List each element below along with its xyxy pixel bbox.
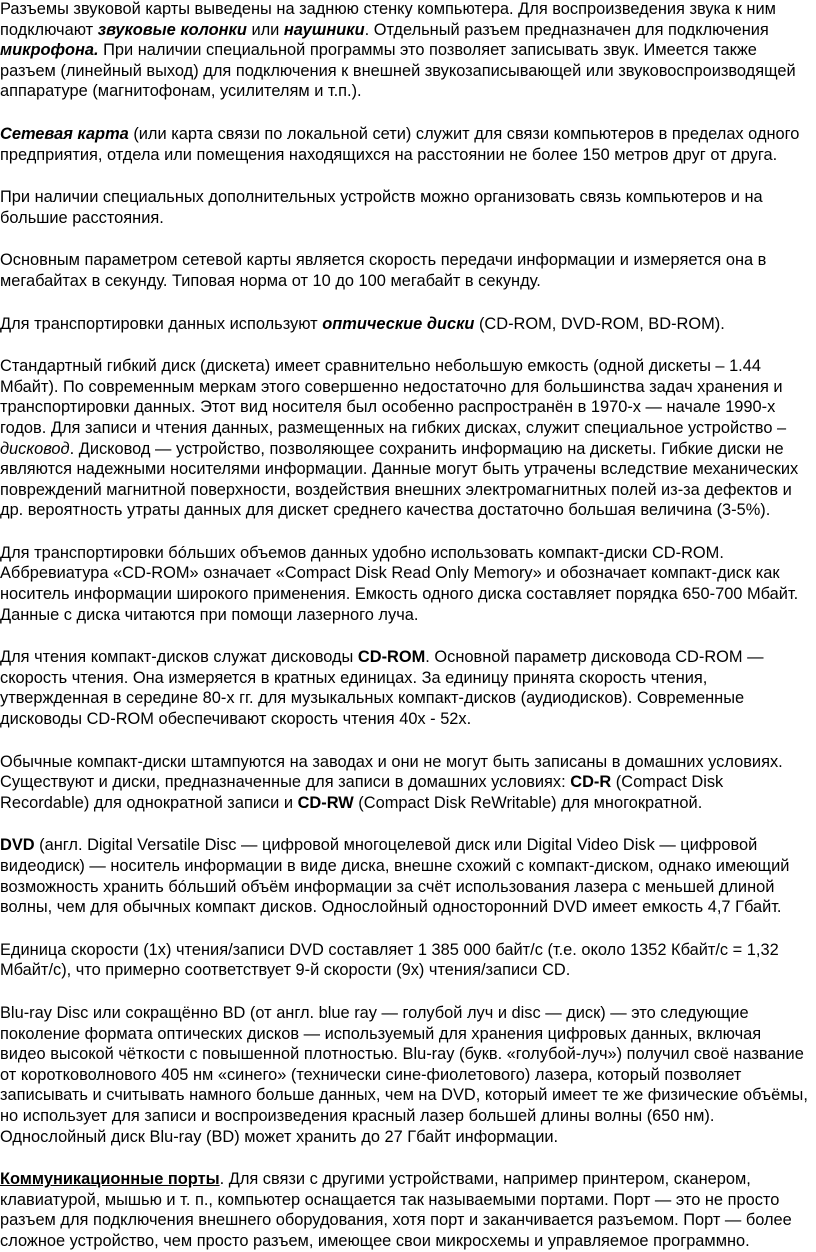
- emphasized-text: наушники: [283, 20, 365, 39]
- text-run: (англ. Digital Versatile Disc — цифровой многоцелевой диск или Digital Video Disk — цифровой видеодиск) — носитель информации в виде диска, внешне схожий с компакт-диском, однако имеющий возможность хранить бóльший объём информации за счёт использования лазера с меньшей длиной волны, чем для обычных компакт дисков. Однослойный односторонний DVD имеет емкость 4,7 Гбайт.: [0, 836, 790, 917]
- emphasized-text: Сетевая карта: [0, 124, 129, 143]
- paragraph: [0, 124, 808, 165]
- text-run: Для транспортировки данных используют: [0, 314, 323, 333]
- paragraph: [0, 835, 808, 917]
- text-run: Основным параметром сетевой карты является скорость передачи информации и измеряется она в мегабайтах в секунду. Типовая норма от 10 до 100 мегабайт в секунду.: [0, 251, 767, 290]
- paragraph: [0, 1169, 808, 1251]
- paragraph: [0, 0, 808, 102]
- emphasized-text: микрофона.: [0, 41, 99, 60]
- text-run: Стандартный гибкий диск (дискета) имеет сравнительно небольшую емкость (одной дискеты – 1.44 Мбайт). По современным меркам этого совершенно недостаточно для большинства задач хранения и транспортировки данных. Этот вид носителя был особенно распространён в 1970-х — начале 1990-х годов. Для записи и чтения данных, размещенных на гибких дисках, служит специальное устройство –: [0, 357, 787, 437]
- emphasized-text: CD-R: [570, 773, 612, 792]
- paragraph: [0, 940, 808, 981]
- text-run: Для транспортировки бóльших объемов данных удобно использовать компакт-диски CD-ROM. Аббревиатура «CD-ROM» означает «Compact Disk Read Only Memory» и обозначает компакт-диск как носитель информации широкого применения. Емкость одного диска составляет порядка 650-700 Мбайт. Данные с диска читаются при помощи лазерного луча.: [0, 543, 799, 624]
- paragraph: [0, 250, 808, 291]
- paragraph: [0, 543, 808, 625]
- paragraph: [0, 752, 808, 814]
- text-run: Обычные компакт-диски штампуются на заводах и они не могут быть записаны в домашних условиях. Существуют и диски, предназначенные для записи в домашних условиях:: [0, 752, 783, 792]
- emphasized-text: звуковые колонки: [97, 20, 247, 39]
- emphasized-text: DVD: [0, 836, 35, 855]
- text-run: (Compact Disk Recordable) для однократной записи и: [0, 773, 724, 812]
- text-run: . Дисковод — устройство, позволяющее сохранить информацию на дискеты. Гибкие диски не являются надежными носителями информации. Данные могут быть утрачены вследствие механических повреждений магнитной поверхности, воздействия внешних электромагнитных полей из-за дефектов и др. вероятность утраты данных для дискет среднего качества достаточно большая величина (3-5%).: [0, 439, 799, 520]
- text-run: (или карта связи по локальной сети) служит для связи компьютеров в пределах одного предприятия, отдела или помещения находящихся на расстоянии не более 150 метров друг от друга.: [0, 124, 800, 164]
- text-run: (Compact Disk ReWritable) для многократной.: [353, 793, 703, 812]
- paragraph: [0, 187, 808, 228]
- emphasized-text: оптические диски: [322, 314, 475, 333]
- text-run: или: [246, 20, 284, 39]
- emphasized-text: дисковод: [0, 439, 70, 458]
- text-run: . Отдельный разъем предназначен для подключения: [364, 20, 769, 39]
- text-run: При наличии специальных дополнительных устройств можно организовать связь компьютеров и на большие расстояния.: [0, 188, 763, 227]
- paragraph: [0, 1003, 808, 1147]
- text-run: Единица скорости (1x) чтения/записи DVD составляет 1 385 000 байт/с (т.е. около 1352 Кбайт/с = 1,32 Мбайт/с), что примерно соответствует 9-й скорости (9x) чтения/записи CD.: [0, 940, 779, 980]
- paragraph: [0, 647, 808, 729]
- text-run: . Для связи с другими устройствами, например принтером, сканером, клавиатурой, мышью и т. п., компьютер оснащается так называемыми портами. Порт — это не просто разъем для подключения внешнего оборудования, хотя порт и заканчивается разъемом. Порт — более сложное устройство, чем просто разъем, имеющее свои микросхемы и управляемое программно.: [0, 1170, 792, 1250]
- text-run: При наличии специальной программы это позволяет записывать звук. Имеется также разъем (линейный выход) для подключения к внешней звукозаписывающей или звуковоспроизводящей аппаратуре (магнитофонам, усилителям и т.п.).: [0, 41, 796, 101]
- text-run: . Основной параметр дисковода CD-ROM — скорость чтения. Она измеряется в кратных единицах. За единицу принята скорость чтения, утвержденная в середине 80-х гг. для музыкальных компакт-дисков (аудиодисков). Современные дисководы CD-ROM обеспечивают скорость чтения 40x - 52x.: [0, 648, 764, 729]
- emphasized-text: Коммуникационные порты: [0, 1170, 220, 1189]
- emphasized-text: CD-RW: [297, 793, 354, 812]
- text-run: Разъемы звуковой карты выведены на заднюю стенку компьютера. Для воспроизведения звука к ним подключают: [0, 0, 776, 39]
- text-run: (CD-ROM, DVD-ROM, BD-ROM).: [474, 314, 725, 333]
- paragraph: [0, 314, 808, 335]
- text-run: Для чтения компакт-дисков служат дисководы: [0, 648, 358, 667]
- emphasized-text: CD-ROM: [357, 648, 426, 667]
- paragraph: [0, 356, 808, 521]
- text-run: Blu-ray Disc или сокращённо BD (от англ. blue ray — голубой луч и disc — диск) — это следующие поколение формата оптических дисков — используемый для хранения цифровых данных, включая видео высокой чёткости с повышенной плотностью. Blu-ray (букв. «голубой-луч») получил своё название от коротковолнового 405 нм «синего» (технически сине-фиолетового) лазера, который позволяет записывать и считывать намного больше данных, чем на DVD, который имеет те же физические объёмы, но использует для записи и воспроизведения красный лазер большей длины волны (650 нм). Однослойный диск Blu-ray (BD) может хранить до 27 Гбайт информации.: [0, 1003, 808, 1146]
